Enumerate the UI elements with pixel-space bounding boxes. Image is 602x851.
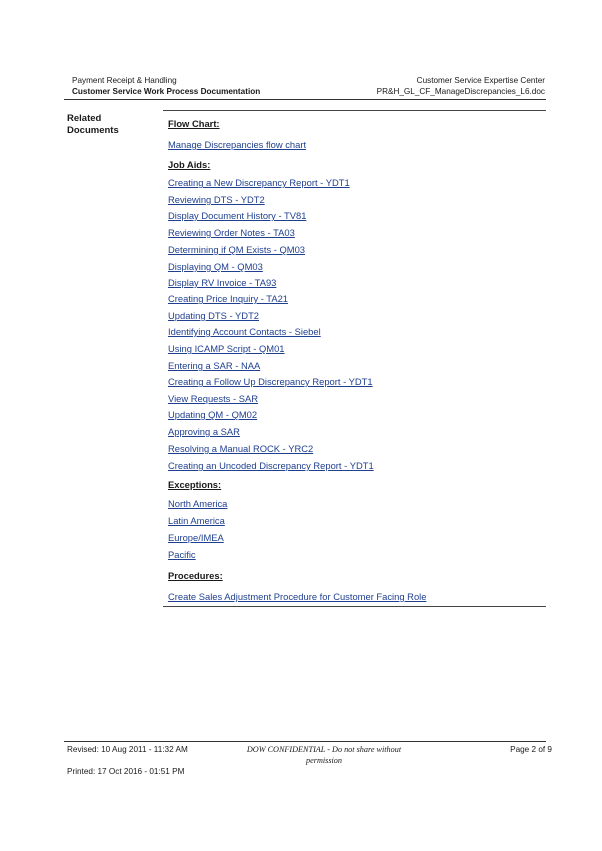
job-aid-link[interactable]: Creating an Uncoded Discrepancy Report - YDT1 bbox=[168, 460, 374, 471]
job-aid-link[interactable]: View Requests - SAR bbox=[168, 393, 258, 404]
related-label-line2: Documents bbox=[67, 125, 119, 136]
related-label-line1: Related bbox=[67, 113, 102, 124]
header-center-name: Customer Service Expertise Center bbox=[416, 76, 545, 85]
box-bottom-rule bbox=[163, 606, 546, 607]
job-aid-link[interactable]: Approving a SAR bbox=[168, 426, 240, 437]
job-aid-link[interactable]: Updating DTS - YDT2 bbox=[168, 310, 260, 321]
job-aid-link[interactable]: Updating QM - QM02 bbox=[168, 409, 258, 420]
job-aid-link[interactable]: Displaying QM - QM03 bbox=[168, 261, 263, 272]
job-aid-link[interactable]: Creating a New Discrepancy Report - YDT1 bbox=[168, 177, 350, 188]
link-flow-chart[interactable]: Manage Discrepancies flow chart bbox=[168, 139, 307, 150]
job-aid-link[interactable]: Reviewing DTS - YDT2 bbox=[168, 194, 265, 205]
box-top-rule bbox=[163, 110, 546, 111]
exception-link[interactable]: Pacific bbox=[168, 549, 196, 560]
section-job-aids: Job Aids: bbox=[168, 159, 211, 170]
section-exceptions: Exceptions: bbox=[168, 479, 222, 490]
header-process-name: Payment Receipt & Handling bbox=[72, 76, 177, 85]
footer-revised: Revised: 10 Aug 2011 - 11:32 AM bbox=[67, 745, 188, 754]
job-aid-link[interactable]: Reviewing Order Notes - TA03 bbox=[168, 227, 295, 238]
section-procedures: Procedures: bbox=[168, 570, 223, 581]
job-aid-link[interactable]: Creating a Follow Up Discrepancy Report - YDT1 bbox=[168, 376, 373, 387]
header-left bbox=[72, 76, 260, 97]
exception-link[interactable]: North America bbox=[168, 498, 228, 509]
job-aid-link[interactable]: Resolving a Manual ROCK - YRC2 bbox=[168, 443, 314, 454]
header-right bbox=[377, 76, 545, 97]
footer-printed: Printed: 17 Oct 2016 - 01:51 PM bbox=[67, 767, 185, 776]
footer-divider bbox=[64, 741, 546, 742]
job-aid-link[interactable]: Using ICAMP Script - QM01 bbox=[168, 343, 285, 354]
related-documents-label bbox=[67, 113, 119, 137]
confidential-line2: permission bbox=[306, 756, 342, 765]
footer-confidential bbox=[236, 744, 412, 766]
job-aid-link[interactable]: Identifying Account Contacts - Siebel bbox=[168, 326, 321, 337]
job-aid-link[interactable]: Display RV Invoice - TA93 bbox=[168, 277, 277, 288]
procedure-link[interactable]: Create Sales Adjustment Procedure for Customer Facing Role bbox=[168, 591, 427, 602]
exception-link[interactable]: Europe/IMEA bbox=[168, 532, 224, 543]
job-aid-link[interactable]: Display Document History - TV81 bbox=[168, 210, 307, 221]
job-aid-link[interactable]: Creating Price Inquiry - TA21 bbox=[168, 293, 289, 304]
confidential-line1: DOW CONFIDENTIAL - Do not share without bbox=[246, 745, 402, 754]
header-file-name: PR&H_GL_CF_ManageDiscrepancies_L6.doc bbox=[376, 86, 545, 96]
exception-link[interactable]: Latin America bbox=[168, 515, 225, 526]
job-aid-link[interactable]: Determining if QM Exists - QM03 bbox=[168, 244, 306, 255]
job-aid-link[interactable]: Entering a SAR - NAA bbox=[168, 360, 261, 371]
footer-page-number: Page 2 of 9 bbox=[510, 745, 552, 754]
header-doc-type: Customer Service Work Process Documentation bbox=[72, 86, 261, 96]
header-divider bbox=[64, 99, 546, 100]
section-flow-chart: Flow Chart: bbox=[168, 118, 220, 129]
